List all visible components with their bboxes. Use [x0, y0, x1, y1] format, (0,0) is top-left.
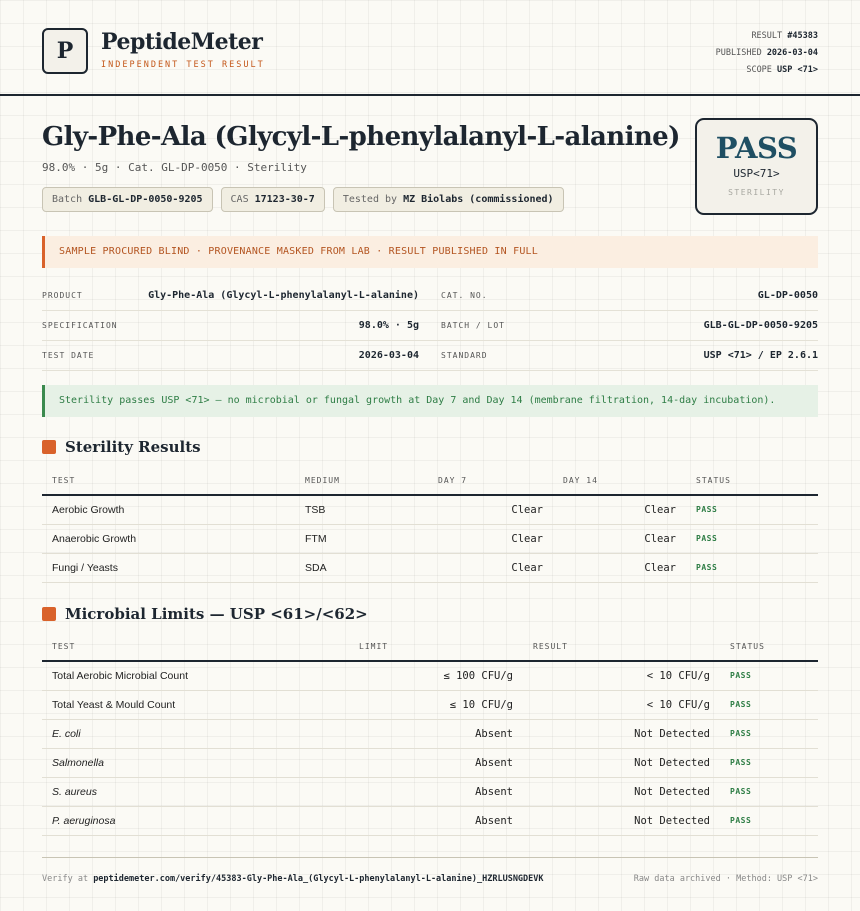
brand-logo: P — [42, 28, 88, 74]
info-grid — [42, 281, 818, 371]
column-header: STATUS — [686, 467, 818, 495]
table-row — [42, 524, 818, 553]
test-result: Not Detected — [523, 777, 720, 806]
day7-result: Clear — [428, 524, 553, 553]
test-limit: ≤ 100 CFU/g — [349, 661, 523, 690]
brand-name: PeptideMeter — [101, 29, 263, 55]
chip-label: CAS — [230, 194, 249, 205]
info-label: STANDARD — [441, 351, 488, 360]
test-limit: Absent — [349, 806, 523, 835]
status-text: PASS — [696, 534, 718, 543]
verify-label: Verify at — [42, 874, 89, 884]
test-name: Anaerobic Growth — [42, 524, 295, 553]
column-header: TEST — [42, 467, 295, 495]
status-text: PASS — [730, 816, 752, 825]
status-badge — [720, 748, 818, 777]
test-limit: Absent — [349, 777, 523, 806]
test-name: S. aureus — [42, 777, 349, 806]
status-badge — [720, 690, 818, 719]
info-label: CAT. NO. — [441, 291, 488, 300]
info-row — [42, 311, 818, 341]
footer-divider — [42, 857, 818, 858]
test-result: Not Detected — [523, 719, 720, 748]
column-header: DAY 7 — [428, 467, 553, 495]
status-badge — [720, 719, 818, 748]
test-medium: FTM — [295, 524, 428, 553]
test-result: < 10 CFU/g — [523, 690, 720, 719]
batch-chip — [42, 187, 213, 212]
info-value: 98.0% · 5g — [358, 320, 419, 331]
sterility-heading — [42, 438, 201, 456]
status-badge — [720, 777, 818, 806]
info-row — [42, 341, 818, 371]
table-row — [42, 719, 818, 748]
day14-result: Clear — [553, 495, 686, 524]
table-row — [42, 777, 818, 806]
scope-label: SCOPE — [746, 65, 772, 75]
info-value: GLB-GL-DP-0050-9205 — [703, 320, 818, 331]
result-label: RESULT — [751, 31, 783, 41]
info-label: BATCH / LOT — [441, 321, 505, 330]
column-header: MEDIUM — [295, 467, 428, 495]
sterility-table — [42, 467, 818, 583]
test-limit: Absent — [349, 748, 523, 777]
info-value: GL-DP-0050 — [757, 290, 818, 301]
info-cell-test-date — [42, 350, 419, 361]
microbial-heading — [42, 605, 368, 623]
info-cell-batch — [441, 320, 818, 331]
status-badge — [720, 806, 818, 835]
info-label: PRODUCT — [42, 291, 83, 300]
info-row — [42, 281, 818, 311]
product-subtitle: 98.0% · 5g · Cat. GL-DP-0050 · Sterility — [42, 161, 307, 174]
table-row — [42, 553, 818, 582]
section-title: Sterility Results — [65, 438, 201, 456]
table-row — [42, 690, 818, 719]
status-text: PASS — [730, 787, 752, 796]
day14-result: Clear — [553, 553, 686, 582]
test-result: Not Detected — [523, 748, 720, 777]
product-title: Gly-Phe-Ala (Glycyl-L-phenylalanyl-L-alanine) — [42, 122, 680, 152]
chip-label: Batch — [52, 194, 83, 205]
published-date: 2026-03-04 — [766, 48, 818, 58]
section-title: Microbial Limits — USP <61>/<62> — [65, 605, 368, 623]
table-row — [42, 661, 818, 690]
status-badge — [686, 553, 818, 582]
result-meta — [716, 28, 818, 79]
chip-label: Tested by — [342, 194, 398, 205]
section-marker-icon — [42, 607, 56, 621]
brand-block — [101, 29, 265, 70]
test-result: Not Detected — [523, 806, 720, 835]
table-header-row — [42, 467, 818, 495]
header-divider — [0, 94, 860, 96]
test-limit: Absent — [349, 719, 523, 748]
test-name: Fungi / Yeasts — [42, 553, 295, 582]
day7-result: Clear — [428, 553, 553, 582]
chip-value: 17123-30-7 — [254, 194, 315, 205]
test-name: P. aeruginosa — [42, 806, 349, 835]
table-row — [42, 495, 818, 524]
status-text: PASS — [730, 700, 752, 709]
brand-tagline: INDEPENDENT TEST RESULT — [101, 60, 265, 70]
result-id: #45383 — [787, 31, 818, 41]
test-name: E. coli — [42, 719, 349, 748]
status-text: PASS — [696, 563, 718, 572]
table-row — [42, 806, 818, 835]
microbial-table — [42, 633, 818, 836]
test-name: Total Aerobic Microbial Count — [42, 661, 349, 690]
info-cell-specification — [42, 320, 419, 331]
day7-result: Clear — [428, 495, 553, 524]
tested-by-chip — [333, 187, 564, 212]
column-header: DAY 14 — [553, 467, 686, 495]
info-cell-product — [42, 290, 419, 301]
scope-value: USP <71> — [777, 65, 818, 75]
info-value: USP <71> / EP 2.6.1 — [703, 350, 818, 361]
test-name: Salmonella — [42, 748, 349, 777]
verify-link[interactable]: peptidemeter.com/verify/45383-Gly-Phe-Ala_(Glycyl-L-phenylalanyl-L-alanine)_HZRLUSNGDEVK — [93, 874, 544, 884]
verdict-result: PASS — [715, 131, 798, 165]
info-label: SPECIFICATION — [42, 321, 118, 330]
status-badge — [720, 661, 818, 690]
published-label: PUBLISHED — [715, 48, 762, 58]
verify-line — [42, 874, 544, 884]
status-badge — [686, 524, 818, 553]
status-text: PASS — [730, 729, 752, 738]
test-medium: SDA — [295, 553, 428, 582]
chip-value: MZ Biolabs (commissioned) — [403, 194, 554, 205]
status-text: PASS — [696, 505, 718, 515]
info-value: Gly-Phe-Ala (Glycyl-L-phenylalanyl-L-alanine) — [148, 290, 419, 301]
day14-result: Clear — [553, 524, 686, 553]
method-note: Raw data archived · Method: USP <71> — [633, 874, 818, 884]
chip-value: GLB-GL-DP-0050-9205 — [88, 194, 203, 205]
verdict-scope: STERILITY — [728, 188, 785, 197]
verdict-badge — [695, 118, 818, 215]
cas-chip — [221, 187, 325, 212]
summary-banner: Sterility passes USP <71> — no microbial or fungal growth at Day 7 and Day 14 (membrane filtration, 14-day incubation). — [42, 385, 818, 417]
test-name: Aerobic Growth — [42, 495, 295, 524]
column-header: RESULT — [523, 633, 720, 661]
test-result: < 10 CFU/g — [523, 661, 720, 690]
test-limit: ≤ 10 CFU/g — [349, 690, 523, 719]
product-chips — [42, 187, 564, 212]
procurement-notice: SAMPLE PROCURED BLIND · PROVENANCE MASKED FROM LAB · RESULT PUBLISHED IN FULL — [42, 236, 818, 268]
section-marker-icon — [42, 440, 56, 454]
test-name: Total Yeast & Mould Count — [42, 690, 349, 719]
table-row — [42, 748, 818, 777]
test-medium: TSB — [295, 495, 428, 524]
info-value: 2026-03-04 — [358, 350, 419, 361]
status-badge — [686, 495, 818, 524]
status-text: PASS — [730, 671, 752, 681]
info-cell-cat-no — [441, 290, 818, 301]
column-header: LIMIT — [349, 633, 523, 661]
column-header: TEST — [42, 633, 349, 661]
info-cell-standard — [441, 350, 818, 361]
column-header: STATUS — [720, 633, 818, 661]
verdict-standard: USP<71> — [733, 167, 780, 180]
info-label: TEST DATE — [42, 351, 95, 360]
table-header-row — [42, 633, 818, 661]
status-text: PASS — [730, 758, 752, 767]
